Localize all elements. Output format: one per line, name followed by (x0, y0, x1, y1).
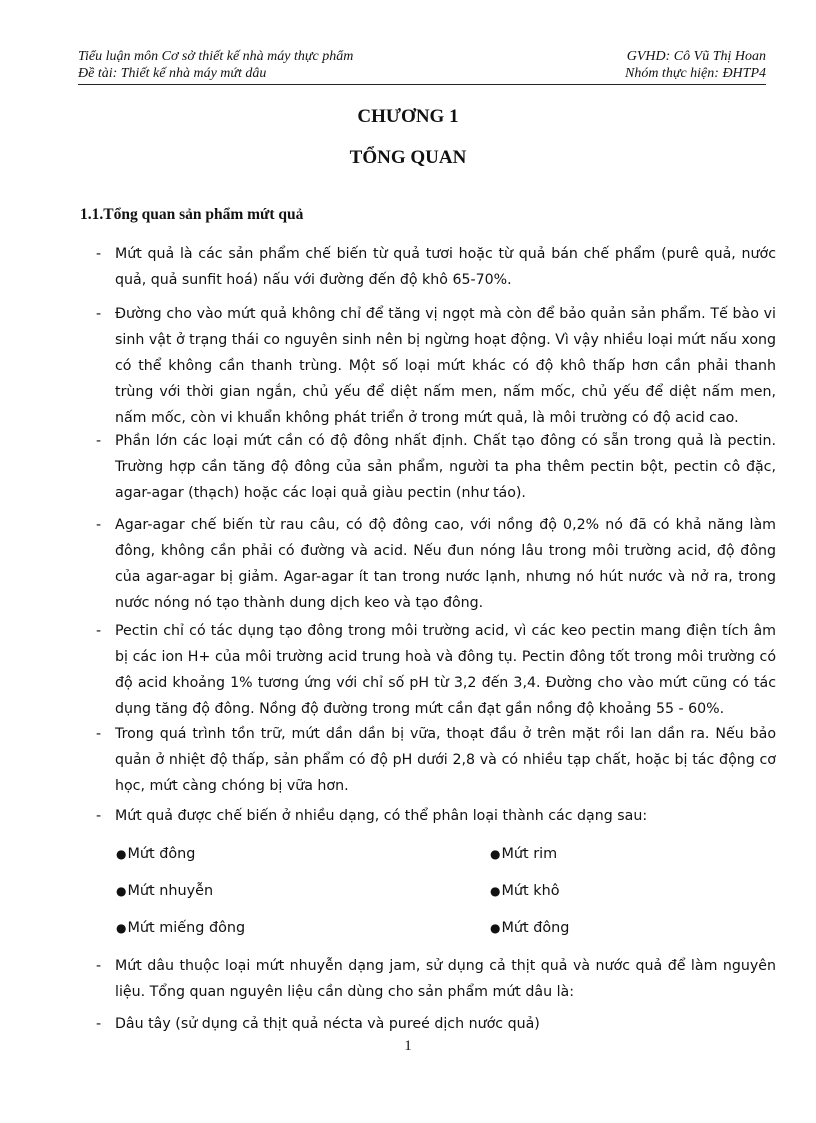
bullet-icon: ● (116, 884, 127, 898)
type-list-item (116, 841, 195, 867)
dash-marker: - (96, 808, 102, 824)
group-name: Nhóm thực hiện: ĐHTP4 (624, 66, 766, 81)
type-label: Mứt khô (501, 883, 560, 899)
type-label: Mứt rim (501, 846, 558, 862)
paragraph-text: Agar-agar chế biến từ rau câu, có độ đông cao, với nồng độ 0,2% nó đã có khả năng làm đông, không cần phải có đường và acid. Nếu đun nóng lâu trong môi trường acid, độ đông của agar-agar bị giảm. Agar-agar ít tan trong nước lạnh, nhưng nó hút nước và nở ra, trong nước nóng nó tạo thành dung dịch keo và tạo đông. (115, 517, 776, 611)
bullet-icon: ● (490, 847, 501, 861)
type-label: Mứt đông (501, 920, 570, 936)
type-label: Mứt nhuyễn (127, 883, 214, 899)
paragraph-text: Mứt quả là các sản phẩm chế biến từ quả tươi hoặc từ quả bán chế phẩm (purê quả, nước quả, quả sunfit hoá) nấu với đường đến độ khô 65-70%. (115, 246, 776, 288)
bullet-icon: ● (116, 921, 127, 935)
topic-title: Đề tài: Thiết kế nhà máy mứt dâu (78, 66, 267, 81)
paragraph-text: Phần lớn các loại mứt cần có độ đông nhất định. Chất tạo đông có sẵn trong quả là pectin. Trường hợp cần tăng độ đông của sản phẩm, người ta pha thêm pectin bột, pectin cô đặc, agar-agar (thạch) hoặc các loại quả giàu pectin (như táo). (115, 433, 776, 501)
type-label: Mứt đông (127, 846, 196, 862)
type-label: Mứt miếng đông (127, 920, 246, 936)
dash-marker: - (96, 246, 102, 262)
type-list-item (490, 915, 569, 941)
running-header-line-2 (78, 65, 766, 82)
bullet-icon: ● (490, 884, 501, 898)
dash-marker: - (96, 433, 102, 449)
paragraph-text: Mứt quả được chế biến ở nhiều dạng, có thể phân loại thành các dạng sau: (115, 808, 648, 824)
chapter-title: TỔNG QUAN (349, 147, 467, 168)
type-list-item (490, 878, 560, 904)
type-list-item (490, 841, 557, 867)
section-heading: 1.1.Tổng quan sản phẩm mứt quả (80, 206, 304, 223)
type-list-item (116, 878, 213, 904)
bullet-icon: ● (116, 847, 127, 861)
dash-marker: - (96, 958, 102, 974)
page-number: 1 (404, 1038, 412, 1054)
type-list-item (116, 915, 245, 941)
bullet-icon: ● (490, 921, 501, 935)
paragraph-text: Đường cho vào mứt quả không chỉ để tăng vị ngọt mà còn để bảo quản sản phẩm. Tế bào vi sinh vật ở trạng thái co nguyên sinh nên bị ngừng hoạt động. Vì vậy nhiều loại mứt nấu xong có thể không cần thanh trùng. Một số loại mứt khác có độ khô thấp hơn cần phải thanh trùng với thời gian ngắn, chủ yếu để diệt nấm men, nấm mốc, chủ yếu để diệt nấm men, nấm mốc, còn vi khuẩn không phát triển ở trong mứt quả, là môi trường có độ acid cao. (115, 306, 777, 426)
paragraph-text: Trong quá trình tồn trữ, mứt dần dần bị vữa, thoạt đầu ở trên mặt rồi lan dần ra. Nếu bảo quản ở nhiệt độ thấp, sản phẩm có độ pH dưới 2,8 và có nhiều tạp chất, hoặc bị tác động cơ học, mứt càng chóng bị vữa hơn. (115, 726, 776, 794)
course-title: Tiểu luận môn Cơ sở thiết kế nhà máy thực phẩm (78, 49, 354, 64)
advisor-name: GVHD: Cô Vũ Thị Hoan (626, 49, 766, 64)
paragraph-text: Mứt dâu thuộc loại mứt nhuyễn dạng jam, sử dụng cả thịt quả và nước quả để làm nguyên liệu. Tổng quan nguyên liệu cần dùng cho sản phẩm mứt dâu là: (115, 958, 776, 1000)
dash-marker: - (96, 306, 102, 322)
paragraph-text: Pectin chỉ có tác dụng tạo đông trong môi trường acid, vì các keo pectin mang điện tích âm bị các ion H+ của môi trường acid trung hoà và đông tụ. Pectin đông tốt trong môi trường có độ acid khoảng 1% tương ứng với chỉ số pH từ 3,2 đến 3,4. Đường cho vào mứt cũng có tác dụng tăng độ đông. Nồng độ đường trong mứt cần đạt gần nồng độ khoảng 55 - 60%. (115, 623, 776, 717)
dash-marker: - (96, 623, 102, 639)
running-header-line-1 (78, 48, 766, 65)
header-divider (78, 84, 766, 85)
dash-marker: - (96, 1016, 102, 1032)
chapter-number: CHƯƠNG 1 (357, 106, 459, 127)
dash-marker: - (96, 726, 102, 742)
paragraph-text: Dâu tây (sử dụng cả thịt quả nécta và pureé dịch nước quả) (115, 1016, 540, 1032)
dash-marker: - (96, 517, 102, 533)
